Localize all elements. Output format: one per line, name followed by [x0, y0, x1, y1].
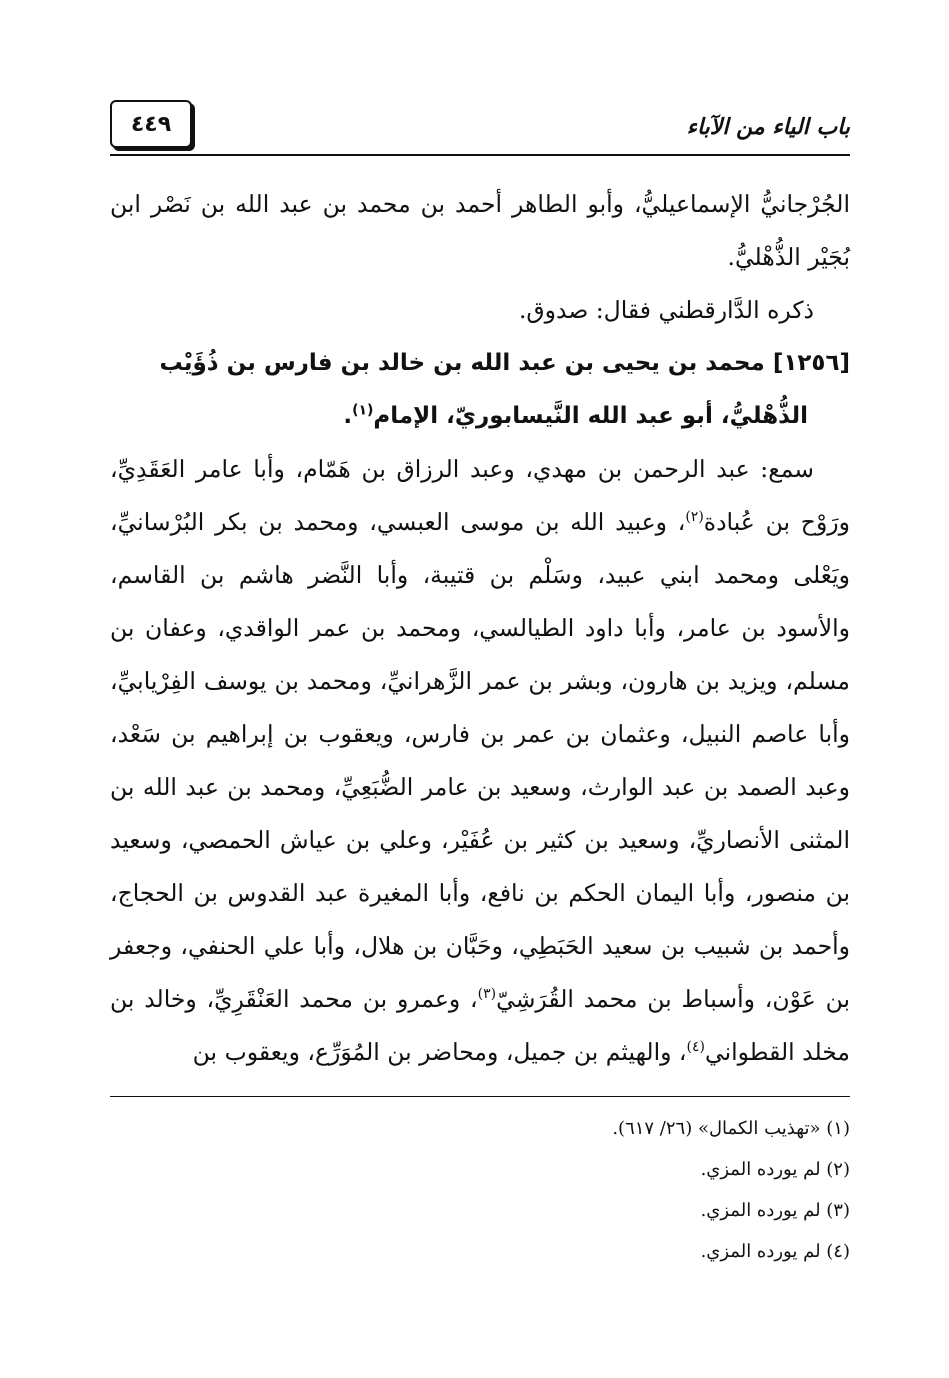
paragraph-3-part-b: ، وعبيد الله بن موسى العبسي، ومحمد بن بكر البُرْسانيِّ، ويَعْلى ومحمد ابني عبيد، وسَلْم بن قتيبة، وأبا النَّضر هاشم بن القاسم، والأسود بن عامر، وأبا داود الطيالسي، ومحمد بن عمر الواقدي، وعفان بن مسلم، ويزيد بن هارون، وبشر بن عمر الزَّهرانيِّ، ومحمد بن يوسف الفِرْيابيِّ، وأبا عاصم النبيل، وعثمان بن عمر بن فارس، ويعقوب بن إبراهيم بن سَعْد، وعبد الصمد بن عبد الوارث، وسعيد بن عامر الضُّبَعِيِّ، ومحمد بن عبد الله بن المثنى الأنصاريِّ، وسعيد بن كثير بن عُفَيْر، وعلي بن عياش الحمصي، وسعيد بن منصور، وأبا اليمان الحكم بن نافع، وأبا المغيرة عبد القدوس بن الحجاج، وأحمد بن شبيب بن سعيد الحَبَطِي، وحَبَّان بن هلال، وأبا علي الحنفي، وجعفر بن عَوْن، وأسباط بن محمد القُرَشِيّ [110, 508, 850, 1013]
paragraph-3 [110, 443, 850, 1079]
paragraph-3-part-d: ، والهيثم بن جميل، ومحاضر بن المُوَرِّع، ويعقوب بن [192, 1038, 687, 1066]
footnotes [110, 1108, 850, 1272]
main-text [110, 178, 850, 1079]
entry-end: . [343, 403, 353, 429]
entry-number: [١٢٥٦] [772, 350, 850, 376]
page-number: ٤٤٩ [110, 100, 192, 148]
footnote-ref-1: (١) [352, 402, 374, 419]
running-title: باب الياء من الآباء [686, 114, 850, 140]
paragraph-2: ذكره الدَّارقطني فقال: صدوق. [518, 296, 814, 324]
footnote-2: (٢) لم يورده المزي. [700, 1159, 850, 1180]
entry-name-line2: الذُّهْليُّ، أبو عبد الله النَّيسابوريّ، الإمام [373, 403, 808, 429]
footnote-ref-3: (٣) [477, 986, 497, 1003]
footnote-ref-2: (٢) [685, 509, 704, 526]
header-rule [110, 154, 850, 156]
paragraph-3-part-c: ، وعمرو بن محمد العَنْقَرِيِّ، وخالد بن مخلد القطواني [110, 985, 850, 1066]
entry-name-line1: محمد بن يحيى بن عبد الله بن خالد بن فارس بن ذُؤَيْب [159, 350, 765, 376]
footnote-1: (١) «تهذيب الكمال» (٢٦/ ٦١٧). [612, 1118, 850, 1139]
footnote-ref-4: (٤) [686, 1039, 705, 1056]
paragraph-3-part-a: سمع: عبد الرحمن بن مهدي، وعبد الرزاق بن هَمّام، وأبا عامر العَقَدِيِّ، ورَوْح بن عُبادة [110, 455, 850, 536]
footnote-rule [110, 1096, 850, 1097]
footnote-3: (٣) لم يورده المزي. [700, 1200, 850, 1221]
page-header [110, 100, 850, 156]
footnote-4: (٤) لم يورده المزي. [700, 1241, 850, 1262]
entry-heading-continued [110, 390, 850, 443]
paragraph-1: الجُرْجانيُّ الإسماعيليُّ، وأبو الطاهر أحمد بن محمد بن عبد الله بن نَصْر ابن بُجَيْر الذُّهْليُّ. [110, 190, 850, 271]
entry-heading [110, 337, 850, 390]
